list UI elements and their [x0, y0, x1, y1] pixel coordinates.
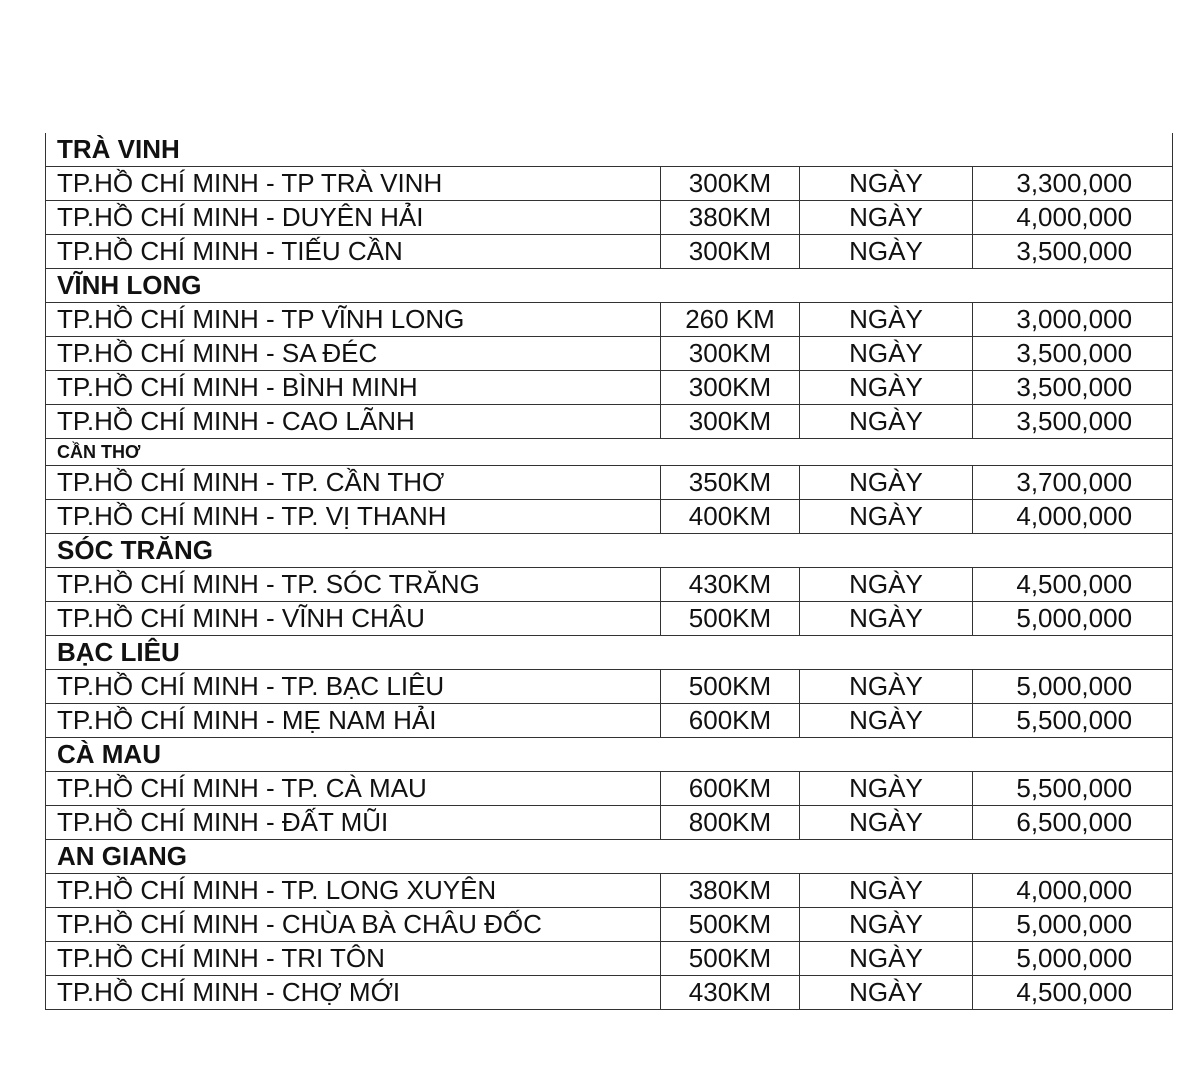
route-cell: TP.HỒ CHÍ MINH - DUYÊN HẢI	[46, 201, 661, 235]
price-cell: 5,500,000	[973, 704, 1173, 738]
price-cell: 4,500,000	[973, 568, 1173, 602]
region-heading: CÀ MAU	[46, 738, 1173, 772]
unit-cell: NGÀY	[800, 874, 973, 908]
route-cell: TP.HỒ CHÍ MINH - TP. BẠC LIÊU	[46, 670, 661, 704]
distance-cell: 430KM	[661, 568, 800, 602]
route-cell: TP.HỒ CHÍ MINH - TP. CÀ MAU	[46, 772, 661, 806]
table-row	[46, 405, 1173, 439]
price-cell: 3,500,000	[973, 371, 1173, 405]
route-cell: TP.HỒ CHÍ MINH - VĨNH CHÂU	[46, 602, 661, 636]
distance-cell: 500KM	[661, 942, 800, 976]
distance-cell: 380KM	[661, 201, 800, 235]
distance-cell: 380KM	[661, 874, 800, 908]
price-cell: 5,000,000	[973, 942, 1173, 976]
price-cell: 3,000,000	[973, 303, 1173, 337]
table-row	[46, 500, 1173, 534]
table-row	[46, 568, 1173, 602]
unit-cell: NGÀY	[800, 405, 973, 439]
route-cell: TP.HỒ CHÍ MINH - CAO LÃNH	[46, 405, 661, 439]
route-cell: TP.HỒ CHÍ MINH - TP. LONG XUYÊN	[46, 874, 661, 908]
distance-cell: 400KM	[661, 500, 800, 534]
price-cell: 6,500,000	[973, 806, 1173, 840]
table-row	[46, 602, 1173, 636]
unit-cell: NGÀY	[800, 500, 973, 534]
table-row	[46, 466, 1173, 500]
route-cell: TP.HỒ CHÍ MINH - TP. SÓC TRĂNG	[46, 568, 661, 602]
unit-cell: NGÀY	[800, 806, 973, 840]
price-cell: 3,700,000	[973, 466, 1173, 500]
unit-cell: NGÀY	[800, 704, 973, 738]
price-cell: 5,000,000	[973, 670, 1173, 704]
table-row	[46, 806, 1173, 840]
table-row	[46, 670, 1173, 704]
price-cell: 3,500,000	[973, 235, 1173, 269]
distance-cell: 300KM	[661, 371, 800, 405]
route-cell: TP.HỒ CHÍ MINH - CHÙA BÀ CHÂU ĐỐC	[46, 908, 661, 942]
price-cell: 3,500,000	[973, 405, 1173, 439]
route-cell: TP.HỒ CHÍ MINH - TRI TÔN	[46, 942, 661, 976]
region-row	[46, 534, 1173, 568]
table-row	[46, 704, 1173, 738]
table-row	[46, 908, 1173, 942]
route-cell: TP.HỒ CHÍ MINH - CHỢ MỚI	[46, 976, 661, 1010]
unit-cell: NGÀY	[800, 772, 973, 806]
price-cell: 5,000,000	[973, 908, 1173, 942]
price-cell: 4,000,000	[973, 500, 1173, 534]
region-heading: AN GIANG	[46, 840, 1173, 874]
distance-cell: 300KM	[661, 167, 800, 201]
table-row	[46, 772, 1173, 806]
price-cell: 3,300,000	[973, 167, 1173, 201]
table-body	[46, 133, 1173, 1010]
distance-cell: 500KM	[661, 670, 800, 704]
region-heading: VĨNH LONG	[46, 269, 1173, 303]
unit-cell: NGÀY	[800, 942, 973, 976]
region-row	[46, 636, 1173, 670]
distance-cell: 500KM	[661, 602, 800, 636]
distance-cell: 350KM	[661, 466, 800, 500]
region-row	[46, 439, 1173, 466]
table-row	[46, 942, 1173, 976]
region-heading: TRÀ VINH	[46, 133, 1173, 167]
unit-cell: NGÀY	[800, 337, 973, 371]
unit-cell: NGÀY	[800, 303, 973, 337]
region-heading: BẠC LIÊU	[46, 636, 1173, 670]
unit-cell: NGÀY	[800, 602, 973, 636]
table-row	[46, 976, 1173, 1010]
distance-cell: 300KM	[661, 337, 800, 371]
unit-cell: NGÀY	[800, 167, 973, 201]
price-cell: 4,000,000	[973, 201, 1173, 235]
route-cell: TP.HỒ CHÍ MINH - TIẾU CẦN	[46, 235, 661, 269]
price-table	[45, 133, 1173, 1010]
distance-cell: 260 KM	[661, 303, 800, 337]
table-row	[46, 371, 1173, 405]
route-cell: TP.HỒ CHÍ MINH - TP VĨNH LONG	[46, 303, 661, 337]
unit-cell: NGÀY	[800, 670, 973, 704]
table-row	[46, 874, 1173, 908]
price-cell: 4,500,000	[973, 976, 1173, 1010]
region-row	[46, 840, 1173, 874]
table-row	[46, 337, 1173, 371]
table-row	[46, 303, 1173, 337]
price-cell: 4,000,000	[973, 874, 1173, 908]
unit-cell: NGÀY	[800, 908, 973, 942]
region-row	[46, 738, 1173, 772]
price-cell: 3,500,000	[973, 337, 1173, 371]
price-cell: 5,000,000	[973, 602, 1173, 636]
unit-cell: NGÀY	[800, 976, 973, 1010]
table-row	[46, 201, 1173, 235]
distance-cell: 300KM	[661, 405, 800, 439]
distance-cell: 800KM	[661, 806, 800, 840]
unit-cell: NGÀY	[800, 371, 973, 405]
price-cell: 5,500,000	[973, 772, 1173, 806]
region-row	[46, 133, 1173, 167]
region-row	[46, 269, 1173, 303]
table-row	[46, 167, 1173, 201]
unit-cell: NGÀY	[800, 235, 973, 269]
distance-cell: 500KM	[661, 908, 800, 942]
distance-cell: 600KM	[661, 772, 800, 806]
unit-cell: NGÀY	[800, 568, 973, 602]
distance-cell: 430KM	[661, 976, 800, 1010]
region-heading: SÓC TRĂNG	[46, 534, 1173, 568]
table-row	[46, 235, 1173, 269]
region-heading: CẦN THƠ	[46, 439, 1173, 466]
distance-cell: 600KM	[661, 704, 800, 738]
route-cell: TP.HỒ CHÍ MINH - TP. VỊ THANH	[46, 500, 661, 534]
route-cell: TP.HỒ CHÍ MINH - BÌNH MINH	[46, 371, 661, 405]
route-cell: TP.HỒ CHÍ MINH - ĐẤT MŨI	[46, 806, 661, 840]
unit-cell: NGÀY	[800, 201, 973, 235]
route-cell: TP.HỒ CHÍ MINH - TP. CẦN THƠ	[46, 466, 661, 500]
route-cell: TP.HỒ CHÍ MINH - SA ĐÉC	[46, 337, 661, 371]
distance-cell: 300KM	[661, 235, 800, 269]
route-cell: TP.HỒ CHÍ MINH - MẸ NAM HẢI	[46, 704, 661, 738]
unit-cell: NGÀY	[800, 466, 973, 500]
route-cell: TP.HỒ CHÍ MINH - TP TRÀ VINH	[46, 167, 661, 201]
